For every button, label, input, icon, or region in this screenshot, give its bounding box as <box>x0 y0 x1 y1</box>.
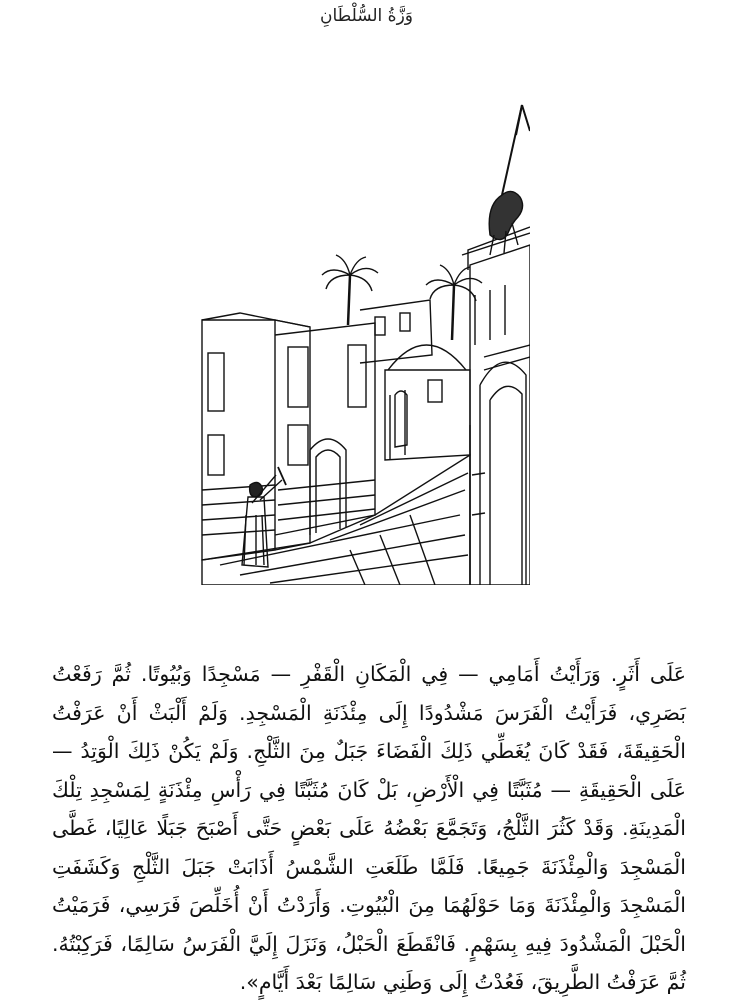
horse-on-minaret <box>489 105 530 255</box>
town-mosque-horse-illustration <box>200 95 530 585</box>
palm-tree-right <box>426 265 482 340</box>
back-building <box>360 300 432 363</box>
minaret-tower <box>462 227 530 585</box>
palm-tree-left <box>322 255 378 325</box>
running-header-title: وَزَّةُ السُّلْطَانِ <box>319 6 414 26</box>
middle-building <box>275 323 375 535</box>
domed-mosque-building <box>385 345 470 460</box>
story-paragraph: عَلَى أَثَرٍ. وَرَأَيْتُ أَمَامِي — فِي الْمَكَانِ الْقَفْرِ — مَسْجِدًا وَبُيُوتًا. ثُمَّ رَفَعْتُ بَصَرِي، فَرَأَيْتُ الْفَرَسَ مَشْدُودًا إِلَى مِئْذَنَةِ الْمَسْجِدِ. وَلَمْ أَلْبَثْ أَنْ عَرَفْتُ الْحَقِيقَةَ، فَقَدْ كَانَ يُغَطِّي ذَلِكَ الْفَضَاءَ جَبَلٌ مِنَ الثَّلْجِ. وَلَمْ يَكُنْ ذَلِكَ الْوَتِدُ — عَلَى الْحَقِيقَةِ — مُثَبَّتًا فِي الْأَرْضِ، بَلْ كَانَ مُثَبَّتًا فِي رَأْسِ مِئْذَنَةٍ لِمَسْجِدِ تِلْكَ الْمَدِينَةِ. وَقَدْ كَثُرَ الثَّلْجُ، وَتَجَمَّعَ بَعْضُهُ عَلَى بَعْضٍ حَتَّى أَصْبَحَ جَبَلًا عَالِيًا، غَطَّى الْمَسْجِدَ وَالْمِئْذَنَةَ جَمِيعًا. فَلَمَّا طَلَعَتِ الشَّمْسُ أَذَابَتْ جَبَلَ الثَّلْجِ وَكَشَفَتِ الْمَسْجِدَ وَالْمِئْذَنَةَ وَمَا حَوْلَهُمَا مِنَ الْبُيُوتِ. وَأَرَدْتُ أَنْ أُخَلِّصَ فَرَسِي، فَرَمَيْتُ الْحَبْلَ الْمَشْدُودَ فِيهِ بِسَهْمٍ. فَانْقَطَعَ الْحَبْلُ، وَنَزَلَ إِلَيَّ الْفَرَسُ سَالِمًا، فَرَكِبْتُهُ. ثُمَّ عَرَفْتُ الطَّرِيقَ، فَعُدْتُ إِلَى وَطَنِي سَالِمًا بَعْدَ أَيَّامٍ». <box>52 662 686 994</box>
